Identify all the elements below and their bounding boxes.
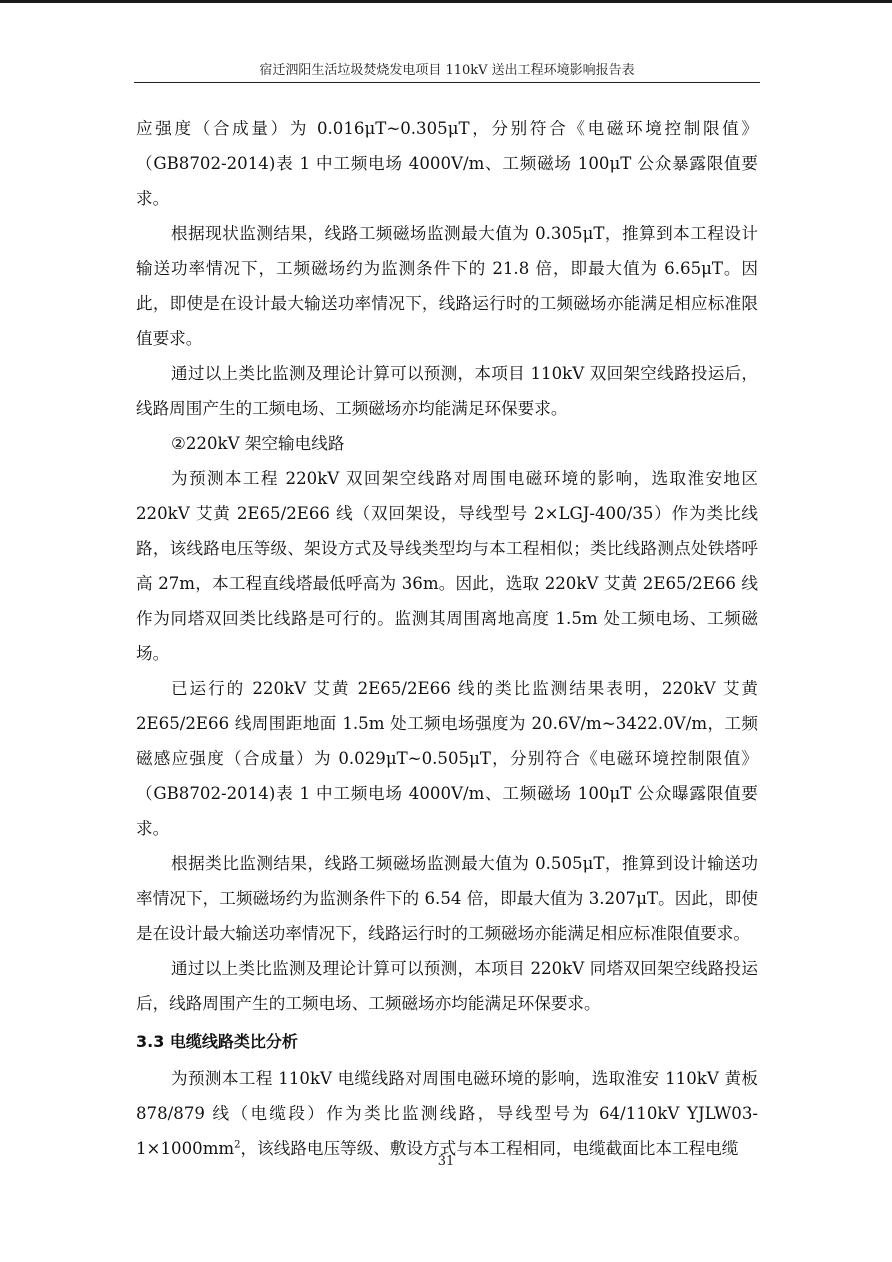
paragraph-5: 已运行的 220kV 艾黄 2E65/2E66 线的类比监测结果表明，220kV 艾黄 2E65/2E66 线周围距地面 1.5m 处工频电场强度为 20.6V/m~3422.0V/m，工频磁感应强度（合成量）为 0.029μT~0.505μT，分别符合《电磁环境控制限值》（GB8702-2014)表 1 中工频电场 4000V/m、工频磁场 100μT 公众曝露限值要求。 xyxy=(136,679,758,838)
paragraph-2: 根据现状监测结果，线路工频磁场监测最大值为 0.305μT，推算到本工程设计输送功率情况下，工频磁场约为监测条件下的 21.8 倍，即最大值为 6.65μT。因此，即使是在设计最大输送功率情况下，线路运行时的工频磁场亦能满足相应标准限值要求。 xyxy=(136,224,758,348)
section-heading: 3.3 电缆线路类比分析 xyxy=(136,1032,298,1051)
paragraph-8-text-b: ，该线路电压等级、敷设方式与本工程相同，电缆截面比本工程电缆 xyxy=(240,1139,739,1158)
document-body xyxy=(136,111,758,1166)
paragraph-1: 应强度（合成量）为 0.016μT~0.305μT，分别符合《电磁环境控制限值》（GB8702-2014)表 1 中工频电场 4000V/m、工频磁场 100μT 公众暴露限值要求。 xyxy=(136,119,758,208)
paragraph-8-text-a: 为预测本工程 110kV 电缆线路对周围电磁环境的影响，选取淮安 110kV 黄板 878/879 线（电缆段）作为类比监测线路，导线型号为 64/110kV YJLW03-1×1000mm xyxy=(136,1069,758,1158)
header-divider xyxy=(134,82,760,83)
subheading-220kv: ②220kV 架空输电线路 xyxy=(171,434,345,453)
paragraph-3: 通过以上类比监测及理论计算可以预测，本项目 110kV 双回架空线路投运后，线路周围产生的工频电场、工频磁场亦均能满足环保要求。 xyxy=(136,364,758,418)
paragraph-7: 通过以上类比监测及理论计算可以预测，本项目 220kV 同塔双回架空线路投运后，线路周围产生的工频电场、工频磁场亦均能满足环保要求。 xyxy=(136,959,758,1013)
superscript-2: 2 xyxy=(234,1139,241,1151)
paragraph-6: 根据类比监测结果，线路工频磁场监测最大值为 0.505μT，推算到设计输送功率情况下，工频磁场约为监测条件下的 6.54 倍，即最大值为 3.207μT。因此，即使是在设计最大输送功率情况下，线路运行时的工频磁场亦能满足相应标准限值要求。 xyxy=(136,854,758,943)
page-number: 31 xyxy=(437,1154,455,1169)
paragraph-8 xyxy=(136,1061,758,1166)
page-header-title: 宿迁泗阳生活垃圾焚烧发电项目 110kV 送出工程环境影响报告表 xyxy=(259,63,635,78)
paragraph-4: 为预测本工程 220kV 双回架空线路对周围电磁环境的影响，选取淮安地区 220kV 艾黄 2E65/2E66 线（双回架设，导线型号 2×LGJ-400/35）作为类比线路，该线路电压等级、架设方式及导线类型均与本工程相似；类比线路测点处铁塔呼高 27m，本工程直线塔最低呼高为 36m。因此，选取 220kV 艾黄 2E65/2E66 线作为同塔双回类比线路是可行的。监测其周围离地高度 1.5m 处工频电场、工频磁场。 xyxy=(136,469,758,663)
page-top-border xyxy=(0,0,892,3)
